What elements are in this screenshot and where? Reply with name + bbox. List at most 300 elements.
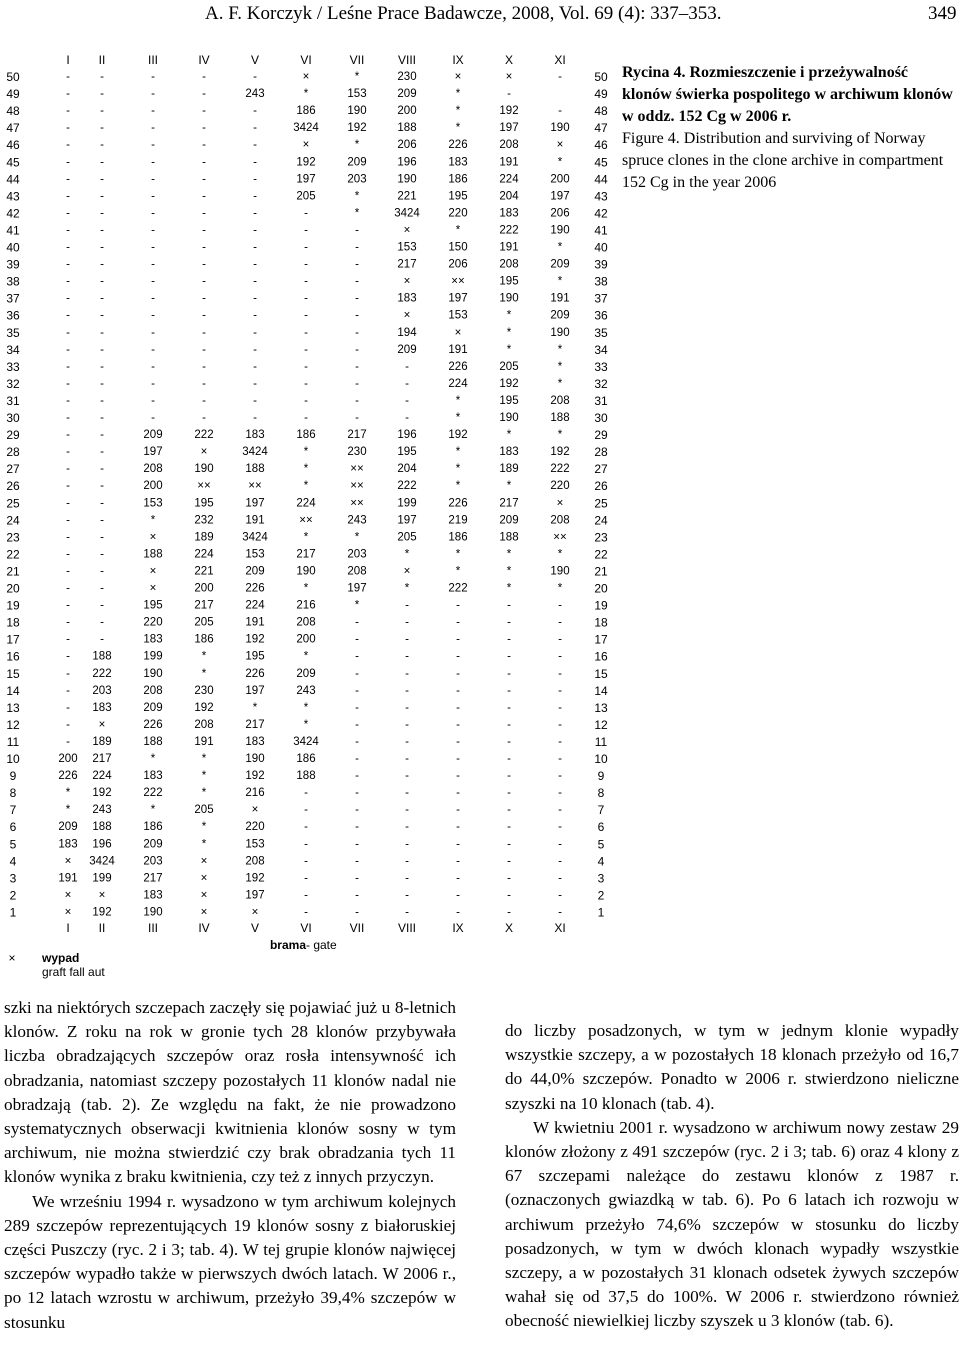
grid-cell: - [100, 360, 104, 373]
grid-cell: - [507, 753, 511, 765]
grid-cell: - [304, 275, 308, 288]
grid-cell: - [304, 872, 308, 885]
row-label-right: 22 [594, 547, 608, 562]
grid-cell: * [303, 88, 309, 101]
grid-cell: 192 [499, 377, 519, 390]
grid-cell: 224 [448, 377, 468, 390]
grid-cell: - [100, 326, 104, 339]
column-label-bottom: XI [554, 921, 566, 935]
row-label-left: 1 [9, 905, 17, 920]
row-label-left: 6 [9, 820, 17, 835]
grid-cell: 217 [194, 599, 214, 612]
grid-cell: 188 [245, 463, 265, 476]
grid-cell: - [405, 718, 409, 731]
grid-cell: 197 [245, 889, 265, 902]
grid-cell: * [455, 88, 461, 101]
grid-cell: 183 [143, 633, 163, 646]
row-label-right: 21 [594, 564, 608, 579]
grid-cell: * [557, 241, 563, 254]
grid-cell: 194 [397, 326, 417, 339]
grid-cell: - [558, 718, 562, 731]
grid-cell: 208 [347, 565, 367, 578]
grid-cell: 220 [143, 616, 163, 629]
grid-cell: - [405, 667, 409, 680]
grid-cell: 150 [448, 241, 468, 254]
grid-cell: * [150, 514, 156, 527]
grid-cell: × [149, 565, 157, 578]
grid-cell: - [151, 377, 155, 390]
grid-cell: ×× [248, 480, 262, 493]
grid-cell: * [404, 582, 410, 595]
grid-cell: 208 [550, 514, 570, 527]
grid-cell: - [507, 821, 511, 834]
grid-cell: - [66, 275, 70, 288]
grid-cell: - [253, 377, 257, 390]
grid-cell: - [151, 173, 155, 186]
row-label-right: 5 [597, 837, 605, 852]
grid-cell: 192 [92, 787, 112, 800]
grid-cell: - [355, 360, 359, 373]
grid-cell: 203 [347, 173, 367, 186]
grid-cell: 183 [143, 889, 163, 902]
grid-cell: 222 [448, 582, 468, 595]
grid-cell: × [251, 804, 259, 817]
grid-cell: - [151, 122, 155, 135]
row-label-right: 50 [594, 70, 608, 84]
row-label-left: 34 [6, 342, 20, 357]
grid-cell: - [253, 326, 257, 339]
grid-cell: - [66, 139, 70, 152]
grid-cell: 226 [448, 360, 468, 373]
row-label-right: 19 [594, 598, 608, 613]
caption-english-label: Figure 4. [622, 130, 680, 147]
grid-cell: - [304, 394, 308, 407]
grid-cell: 222 [397, 480, 417, 493]
grid-cell: - [202, 258, 206, 271]
grid-cell: 188 [92, 821, 112, 834]
grid-cell: - [355, 787, 359, 800]
grid-cell: × [403, 275, 411, 288]
grid-cell: - [100, 565, 104, 578]
grid-cell: - [456, 838, 460, 851]
grid-cell: - [100, 71, 104, 83]
row-label-left: 23 [6, 530, 20, 545]
grid-cell: 192 [245, 872, 265, 885]
grid-cell: * [404, 548, 410, 561]
grid-cell: - [304, 292, 308, 305]
grid-cell: - [304, 258, 308, 271]
grid-cell: - [100, 599, 104, 612]
grid-cell: - [151, 139, 155, 152]
grid-cell: 199 [92, 872, 112, 885]
row-label-left: 45 [6, 155, 20, 170]
grid-cell: * [303, 446, 309, 459]
grid-cell: - [66, 446, 70, 459]
grid-cell: - [151, 326, 155, 339]
grid-cell: - [355, 309, 359, 322]
grid-cell: - [355, 889, 359, 902]
grid-cell: - [66, 156, 70, 169]
grid-cell: 189 [92, 735, 112, 748]
grid-cell: 190 [550, 565, 570, 578]
row-label-left: 39 [6, 257, 20, 272]
column-label-bottom: II [98, 921, 106, 935]
grid-cell: - [253, 394, 257, 407]
grid-cell: 200 [194, 582, 214, 595]
grid-cell: - [304, 804, 308, 817]
grid-cell: - [405, 804, 409, 817]
grid-cell: * [65, 804, 71, 817]
grid-cell: 216 [296, 599, 316, 612]
column-label-bottom: VI [300, 921, 312, 935]
grid-cell: - [355, 718, 359, 731]
grid-cell: 183 [499, 207, 519, 220]
grid-cell: - [355, 821, 359, 834]
row-label-left: 49 [6, 87, 20, 102]
grid-cell: * [455, 122, 461, 135]
grid-cell: - [253, 343, 257, 356]
grid-cell: - [355, 684, 359, 697]
grid-cell: - [456, 855, 460, 868]
grid-cell: - [507, 735, 511, 748]
grid-cell: - [100, 292, 104, 305]
grid-cell: - [66, 582, 70, 595]
grid-cell: - [100, 309, 104, 322]
grid-cell: 232 [194, 514, 214, 527]
grid-cell: * [557, 360, 563, 373]
grid-cell: 209 [550, 309, 570, 322]
grid-cell: - [558, 599, 562, 612]
row-label-right: 37 [594, 291, 608, 306]
grid-cell: 209 [550, 258, 570, 271]
grid-cell: * [201, 770, 207, 783]
grid-cell: - [304, 821, 308, 834]
column-label-top: VI [300, 53, 312, 67]
grid-cell: - [151, 412, 155, 424]
grid-cell: - [202, 71, 206, 83]
grid-cell: 188 [499, 531, 519, 544]
grid-cell: 197 [245, 497, 265, 510]
grid-cell: 205 [194, 804, 214, 817]
grid-cell: - [100, 446, 104, 459]
grid-cell: - [253, 207, 257, 220]
grid-cell: ×× [350, 463, 364, 476]
column-label-top: XI [554, 53, 566, 67]
grid-cell: 197 [347, 582, 367, 595]
grid-cell: - [100, 105, 104, 118]
grid-cell: - [202, 122, 206, 135]
row-label-right: 1 [597, 905, 605, 920]
grid-cell: 222 [92, 667, 112, 680]
grid-cell: 195 [499, 394, 519, 407]
grid-cell: 188 [397, 122, 417, 135]
grid-cell: 183 [143, 770, 163, 783]
grid-cell: - [100, 480, 104, 493]
grid-cell: 208 [245, 855, 265, 868]
grid-cell: * [506, 582, 512, 595]
grid-cell: - [202, 139, 206, 152]
grid-cell: 200 [397, 105, 417, 118]
grid-cell: 196 [397, 156, 417, 169]
row-label-left: 8 [9, 786, 17, 801]
grid-cell: 190 [550, 122, 570, 135]
grid-cell: 219 [448, 514, 468, 527]
row-label-right: 3 [597, 871, 605, 886]
grid-cell: × [403, 565, 411, 578]
grid-cell: - [456, 684, 460, 697]
row-label-right: 33 [594, 359, 608, 374]
grid-cell: - [355, 377, 359, 390]
row-label-left: 29 [6, 428, 20, 443]
column-label-bottom: I [66, 921, 70, 935]
grid-cell: - [507, 633, 511, 646]
grid-cell: - [405, 684, 409, 697]
grid-cell: 191 [194, 735, 214, 748]
row-label-right: 11 [594, 734, 608, 749]
grid-cell: - [151, 88, 155, 101]
grid-cell: ×× [350, 480, 364, 493]
grid-cell: 3424 [394, 207, 420, 220]
grid-cell: * [354, 599, 360, 612]
grid-cell: 197 [143, 446, 163, 459]
grid-cell: 205 [499, 360, 519, 373]
grid-cell: 217 [499, 497, 519, 510]
row-label-right: 14 [594, 683, 608, 698]
grid-cell: * [455, 463, 461, 476]
row-label-left: 16 [6, 649, 20, 664]
grid-cell: - [66, 718, 70, 731]
grid-cell: - [100, 412, 104, 424]
grid-cell: 208 [550, 394, 570, 407]
grid-cell: 200 [58, 753, 78, 765]
grid-cell: - [253, 360, 257, 373]
grid-cell: 183 [245, 735, 265, 748]
grid-cell: - [304, 377, 308, 390]
grid-cell: - [558, 701, 562, 714]
grid-cell: - [456, 770, 460, 783]
grid-cell: 188 [92, 650, 112, 663]
grid-cell: - [202, 156, 206, 169]
grid-cell: - [202, 377, 206, 390]
grid-cell: - [304, 412, 308, 424]
grid-cell: - [405, 633, 409, 646]
row-label-right: 25 [594, 496, 608, 511]
paragraph: szki na niektórych szczepach zaczęły się pojawiać już u 8-letnich klonów. Z roku na rok w gronie tych 28 klonów przybywała liczba obradzających szczepów oraz rosła intensywność ich obradzania, natomiast szczepy pozostałych 11 klonów nadal nie obradzają (tab. 2). Ze względu na fakt, że nie prowadzono systematycznych obserwacji kwitnienia klonów sosny w tym archiwum, nie można stwierdzić czy brak obradzania tych 11 klonów wynika z braku kwitnienia, czy też z innych przyczyn. [4, 998, 456, 1187]
grid-cell: 192 [499, 105, 519, 118]
grid-cell: - [405, 616, 409, 629]
row-label-left: 32 [6, 376, 20, 391]
grid-cell: - [66, 122, 70, 135]
grid-cell: × [505, 71, 513, 83]
row-label-left: 10 [6, 752, 20, 766]
grid-cell: - [100, 377, 104, 390]
grid-cell: 195 [194, 497, 214, 510]
column-label-top: IV [198, 53, 210, 67]
grid-cell: 200 [296, 633, 316, 646]
grid-cell: 205 [296, 190, 316, 203]
grid-cell: - [456, 804, 460, 817]
row-label-left: 4 [9, 854, 17, 869]
column-label-top: II [98, 53, 106, 67]
row-label-right: 32 [594, 376, 608, 391]
grid-cell: - [66, 105, 70, 118]
grid-cell: - [100, 531, 104, 544]
grid-cell: - [202, 190, 206, 203]
grid-cell: - [456, 821, 460, 834]
grid-cell: 3424 [89, 855, 115, 868]
grid-cell: - [405, 872, 409, 885]
gate-label-en: - gate [306, 938, 337, 952]
grid-cell: ×× [350, 497, 364, 510]
grid-cell: - [558, 735, 562, 748]
row-label-left: 38 [6, 274, 20, 289]
grid-cell: - [66, 514, 70, 527]
grid-cell: 195 [499, 275, 519, 288]
grid-cell: - [66, 480, 70, 493]
grid-cell: - [66, 343, 70, 356]
grid-cell: - [66, 531, 70, 544]
row-label-right: 30 [594, 411, 608, 425]
grid-cell: 204 [499, 190, 519, 203]
grid-cell: - [355, 224, 359, 237]
clone-archive-map [0, 40, 620, 980]
row-label-left: 50 [6, 70, 20, 84]
fall-mark-icon: × [8, 951, 16, 965]
grid-cell: - [66, 377, 70, 390]
grid-cell: * [506, 548, 512, 561]
figure-caption [622, 62, 958, 194]
grid-cell: - [100, 139, 104, 152]
row-label-left: 19 [6, 598, 20, 613]
grid-cell: ×× [553, 531, 567, 544]
grid-cell: - [456, 735, 460, 748]
grid-cell: - [304, 241, 308, 254]
caption-polish-label: Rycina 4. [622, 64, 686, 81]
row-label-left: 48 [6, 104, 20, 119]
row-label-left: 33 [6, 359, 20, 374]
column-label-top: X [504, 53, 514, 67]
grid-cell: - [355, 650, 359, 663]
grid-cell: 153 [245, 548, 265, 561]
column-label-bottom: X [504, 921, 514, 935]
grid-cell: - [558, 838, 562, 851]
grid-cell: - [100, 616, 104, 629]
row-label-right: 8 [597, 786, 605, 801]
row-label-left: 40 [6, 240, 20, 255]
grid-cell: - [100, 190, 104, 203]
grid-cell: * [455, 394, 461, 407]
grid-cell: - [405, 753, 409, 765]
grid-cell: - [507, 872, 511, 885]
row-label-right: 24 [594, 513, 608, 528]
grid-cell: * [506, 429, 512, 442]
row-label-left: 11 [6, 734, 20, 749]
grid-cell: - [66, 429, 70, 442]
grid-cell: * [506, 326, 512, 339]
grid-cell: 217 [245, 718, 265, 731]
grid-cell: 192 [347, 122, 367, 135]
grid-cell: - [100, 514, 104, 527]
grid-cell: 186 [194, 633, 214, 646]
grid-cell: 205 [194, 616, 214, 629]
grid-cell: - [304, 787, 308, 800]
grid-cell: 206 [397, 139, 417, 152]
grid-cell: - [253, 309, 257, 322]
grid-cell: 220 [245, 821, 265, 834]
grid-cell: 190 [143, 667, 163, 680]
grid-cell: * [506, 565, 512, 578]
grid-cell: - [66, 599, 70, 612]
grid-cell: - [100, 582, 104, 595]
grid-cell: - [151, 258, 155, 271]
row-label-right: 7 [597, 803, 605, 818]
grid-cell: - [202, 412, 206, 424]
row-label-right: 44 [594, 172, 608, 187]
row-label-right: 48 [594, 104, 608, 119]
row-label-left: 21 [6, 564, 20, 579]
row-label-left: 35 [6, 325, 20, 340]
grid-cell: 190 [296, 565, 316, 578]
grid-cell: * [303, 480, 309, 493]
grid-cell: 195 [448, 190, 468, 203]
grid-cell: 190 [143, 906, 163, 919]
grid-cell: - [355, 343, 359, 356]
grid-cell: 226 [245, 582, 265, 595]
grid-cell: * [201, 667, 207, 680]
grid-cell: - [456, 667, 460, 680]
row-label-right: 17 [594, 632, 608, 647]
grid-cell: * [201, 787, 207, 800]
grid-cell: 209 [143, 838, 163, 851]
grid-cell: - [66, 684, 70, 697]
row-label-right: 23 [594, 530, 608, 545]
column-label-top: III [147, 53, 159, 67]
grid-cell: - [507, 684, 511, 697]
grid-cell: - [507, 889, 511, 902]
grid-cell: - [66, 241, 70, 254]
grid-cell: 153 [347, 88, 367, 101]
grid-cell: - [355, 804, 359, 817]
grid-cell: - [66, 394, 70, 407]
column-label-top: I [66, 53, 70, 67]
grid-cell: 186 [448, 531, 468, 544]
grid-cell: - [558, 770, 562, 783]
grid-cell: 153 [143, 497, 163, 510]
grid-cell: * [506, 309, 512, 322]
grid-cell: - [253, 412, 257, 424]
grid-cell: 192 [448, 429, 468, 442]
grid-cell: * [303, 650, 309, 663]
grid-cell: 220 [448, 207, 468, 220]
row-label-right: 42 [594, 206, 608, 221]
grid-cell: - [202, 343, 206, 356]
grid-cell: - [202, 275, 206, 288]
grid-cell: - [151, 71, 155, 83]
grid-cell: - [355, 241, 359, 254]
row-label-right: 20 [594, 581, 608, 596]
grid-cell: * [455, 480, 461, 493]
grid-cell: - [304, 309, 308, 322]
grid-cell: - [100, 275, 104, 288]
grid-cell: * [303, 701, 309, 714]
grid-cell: × [556, 497, 564, 510]
grid-cell: - [100, 548, 104, 561]
body-text-left-column [4, 996, 456, 1335]
legend-title: wypad [42, 951, 80, 965]
row-label-right: 28 [594, 445, 608, 460]
grid-cell: - [100, 241, 104, 254]
grid-cell: - [405, 377, 409, 390]
